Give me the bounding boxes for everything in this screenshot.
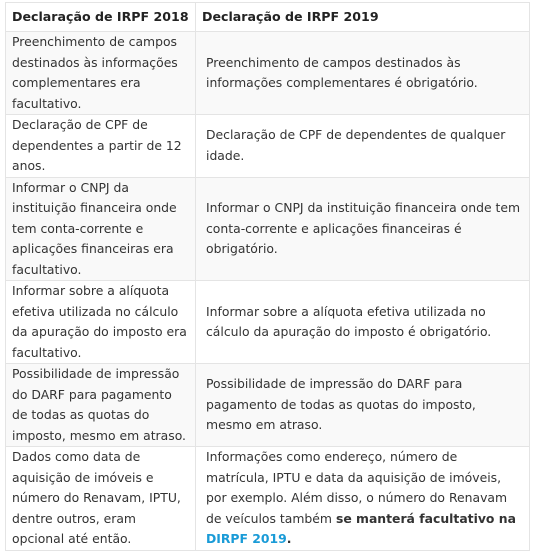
cell-text: Informações como endereço, número de matrícula, IPTU e data da aquisição de imóveis, por exemplo. Além disso, o número do Renavam de veículos também: [206, 449, 508, 526]
cell-irpf-2019: Informar o CNPJ da instituição financeira onde tem conta-corrente e aplicações financeiras é obrigatório.: [196, 177, 530, 281]
cell-bold-period: .: [286, 531, 292, 546]
cell-bold-text: se manterá facultativo na: [335, 510, 516, 526]
table-row: [6, 115, 530, 178]
cell-irpf-2019: Declaração de CPF de dependentes de qualquer idade.: [196, 115, 530, 178]
header-irpf-2018: Declaração de IRPF 2018: [6, 3, 196, 32]
table-row: [6, 177, 530, 281]
table-row: [6, 364, 530, 447]
cell-irpf-2018: Preenchimento de campos destinados às informações complementares era facultativo.: [6, 32, 196, 115]
table-row: [6, 32, 530, 115]
header-irpf-2019: Declaração de IRPF 2019: [196, 3, 530, 32]
cell-irpf-2018: Informar o CNPJ da instituição financeira onde tem conta-corrente e aplicações financeiras era facultativo.: [6, 177, 196, 281]
cell-irpf-2018: Possibilidade de impressão do DARF para pagamento de todas as quotas do imposto, mesmo em atraso.: [6, 364, 196, 447]
dirpf-2019-highlight: DIRPF 2019: [206, 531, 287, 546]
table-row: [6, 281, 530, 364]
irpf-comparison-table: [5, 2, 530, 551]
cell-irpf-2019: Informar sobre a alíquota efetiva utilizada no cálculo da apuração do imposto é obrigatório.: [196, 281, 530, 364]
cell-irpf-2018: Dados como data de aquisição de imóveis e número do Renavam, IPTU, dentre outros, eram opcional até então.: [6, 447, 196, 551]
cell-irpf-2019: Preenchimento de campos destinados às informações complementares é obrigatório.: [196, 32, 530, 115]
cell-irpf-2018: Informar sobre a alíquota efetiva utilizada no cálculo da apuração do imposto era facultativo.: [6, 281, 196, 364]
table-header-row: [6, 3, 530, 32]
table-row: [6, 447, 530, 551]
cell-irpf-2019: [196, 447, 530, 551]
cell-irpf-2019: Possibilidade de impressão do DARF para pagamento de todas as quotas do imposto, mesmo em atraso.: [196, 364, 530, 447]
cell-irpf-2018: Declaração de CPF de dependentes a partir de 12 anos.: [6, 115, 196, 178]
